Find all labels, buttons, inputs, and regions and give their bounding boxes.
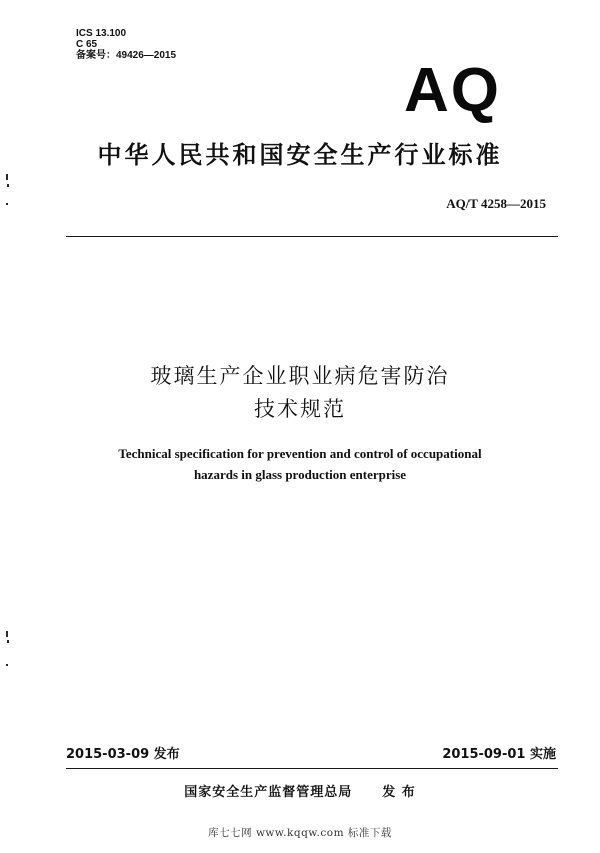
standard-code: AQ/T 4258—2015 [446, 196, 546, 211]
watermark-footer: 库七七网 www.kqqw.com 标准下载 [208, 827, 392, 839]
scan-mark [6, 174, 8, 180]
ccs-code: C 65 [76, 39, 98, 50]
record-number: 备案号：49426—2015 [76, 50, 177, 61]
document-title-en-line2: hazards in glass production enterprise [193, 467, 407, 482]
standard-title: 中华人民共和国安全生产行业标准 [97, 141, 503, 169]
document-title-en-line1: Technical specification for prevention and control of occupational [118, 446, 482, 461]
bottom-divider [66, 768, 558, 769]
effective-date: 2015-09-01 实施 [442, 747, 556, 762]
document-title-cn-line1: 玻璃生产企业职业病危害防治 [150, 364, 450, 388]
aq-logo: AQ [404, 56, 501, 125]
top-divider [66, 236, 558, 237]
issue-date: 2015-03-09 发布 [66, 747, 180, 762]
issuer-name: 国家安全生产监督管理总局 [184, 785, 353, 800]
scan-mark [7, 184, 9, 187]
issuer-action: 发 布 [382, 785, 416, 800]
scan-mark [6, 203, 8, 205]
issuer-line [0, 784, 600, 802]
document-title-cn-line2: 技术规范 [254, 397, 346, 421]
scan-mark [7, 640, 9, 643]
scan-mark [6, 631, 8, 637]
ics-code: ICS 13.100 [76, 28, 127, 39]
scan-mark [6, 664, 8, 666]
